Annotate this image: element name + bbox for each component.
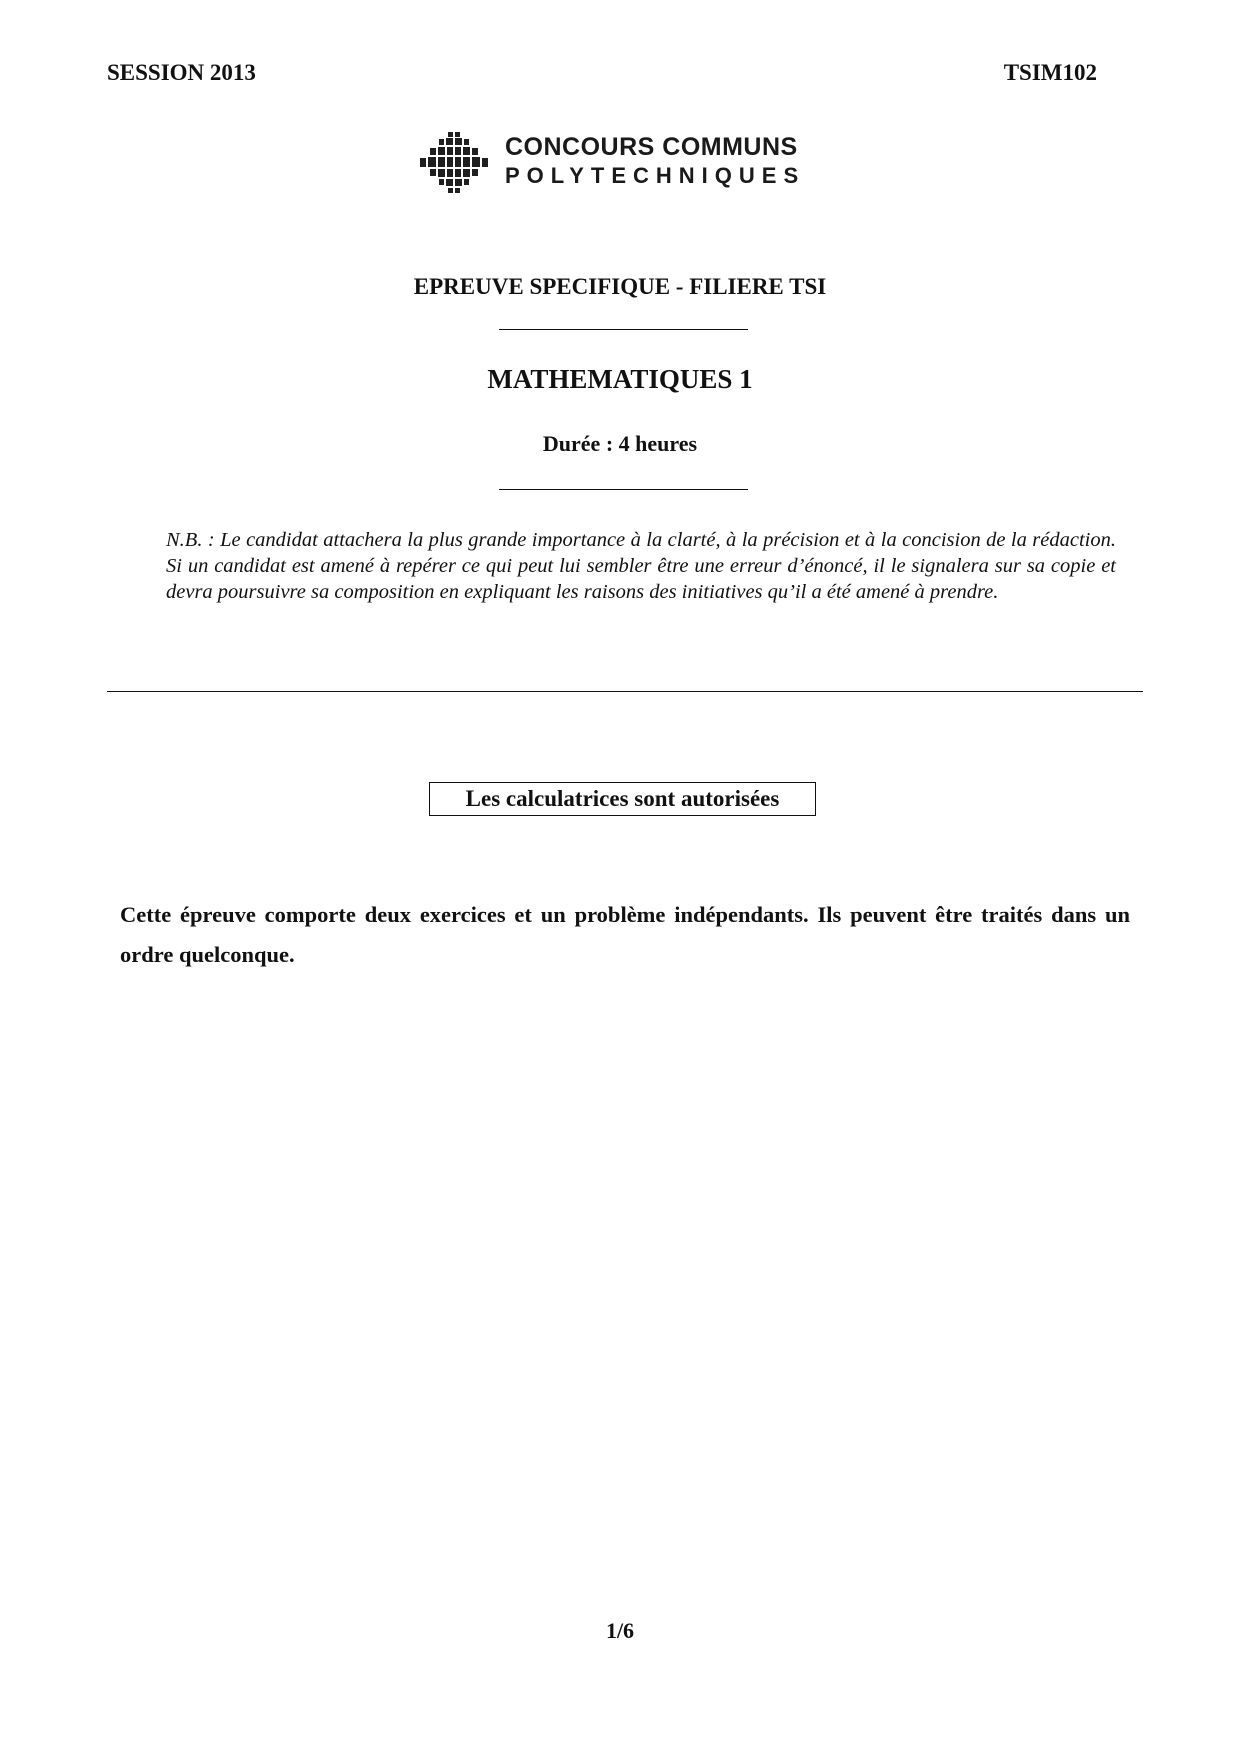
exam-code: TSIM102	[1003, 60, 1097, 85]
divider	[499, 489, 748, 490]
page-number: 1/6	[605, 1618, 635, 1643]
exam-type: EPREUVE SPECIFIQUE - FILIERE TSI	[413, 274, 827, 299]
divider	[499, 329, 748, 330]
ccp-logo	[418, 130, 818, 196]
globe-icon	[418, 130, 490, 196]
intro-paragraph: Cette épreuve comporte deux exercices et un problème indépendants. Ils peuvent être traités dans un ordre quelconque.	[120, 902, 1130, 967]
logo-line-1: CONCOURS COMMUNS	[505, 133, 798, 161]
section-divider	[107, 691, 1143, 692]
subject-title: MATHEMATIQUES 1	[487, 364, 753, 394]
calculators-notice: Les calculatrices sont autorisées	[429, 782, 816, 816]
duration: Durée : 4 heures	[542, 431, 698, 456]
logo-line-2: POLYTECHNIQUES	[505, 163, 806, 188]
nb-note: N.B. : Le candidat attachera la plus grande importance à la clarté, à la précision et à la concision de la rédaction. Si un candidat est amené à repérer ce qui peut lui sembler être une erreur d’énoncé, il le signalera sur sa copie et devra poursuivre sa composition en expliquant les raisons des initiatives qu’il a été amené à prendre.	[166, 529, 1116, 603]
session-label: SESSION 2013	[107, 60, 256, 85]
